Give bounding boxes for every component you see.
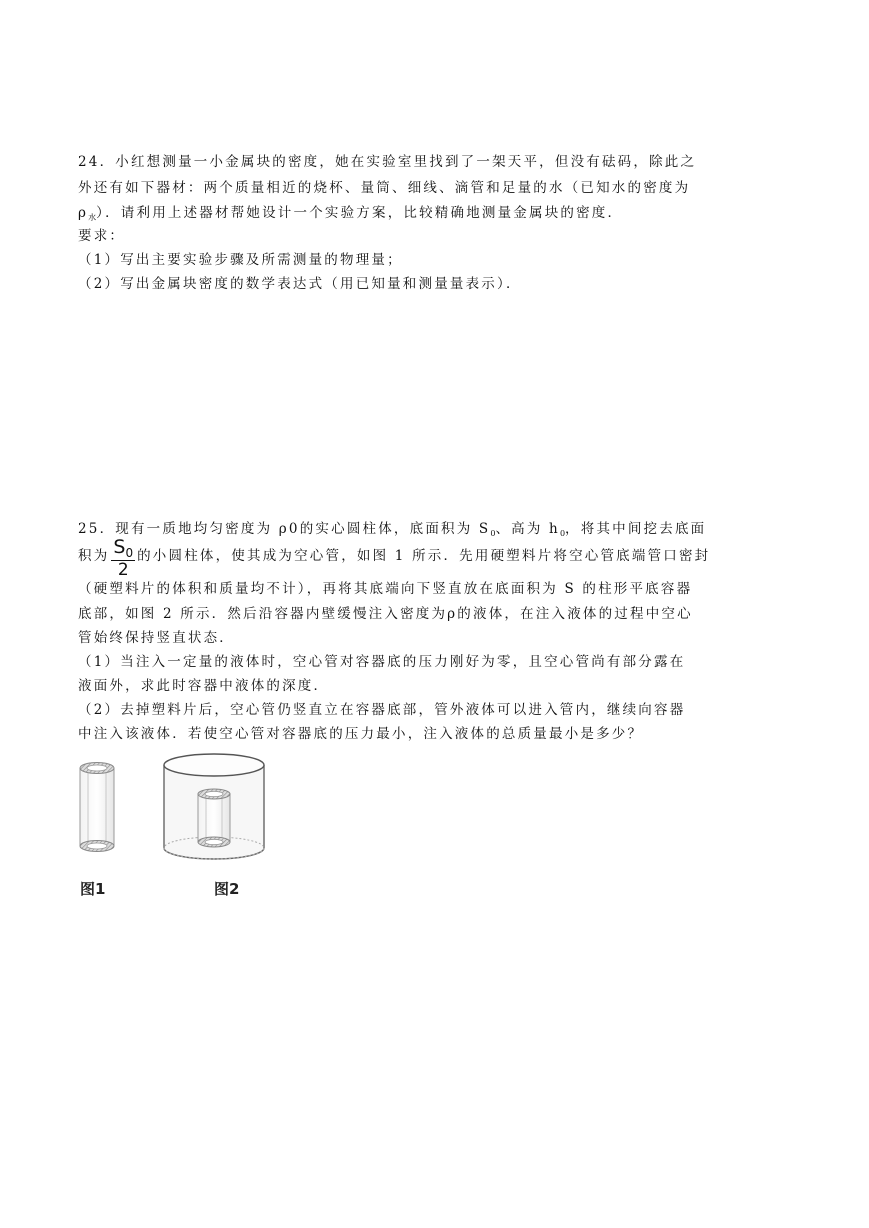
q24-requirement-1: （1）写出主要实验步骤及所需测量的物理量；: [78, 252, 403, 268]
q24-line-2: 外还有如下器材：两个质量相近的烧杯、量筒、细线、滴管和足量的水（已知水的密度为: [78, 180, 691, 196]
q25-line-2-b: 的小圆柱体，使其成为空心管，如图 1 所示．先用硬塑料片将空心管底端管口密封: [137, 548, 711, 564]
q24-line-3-text: ）．请利用上述器材帮她设计一个实验方案，比较精确地测量金属块的密度．: [96, 205, 624, 221]
fraction-denominator: 2: [117, 560, 129, 580]
q25-line-3: （硬塑料片的体积和质量均不计），再将其底端向下竖直放在底面积为 S 的柱形平底容器: [78, 581, 693, 597]
q25-line-1: [78, 517, 706, 538]
q25-line-4: 底部，如图 2 所示．然后沿容器内壁缓慢注入密度为ρ的液体，在注入液体的过程中空心: [78, 606, 693, 622]
figure-2-label: 图2: [214, 880, 240, 898]
rho-water-subscript: 水: [88, 213, 97, 222]
q25-line-2-a: 积为: [78, 548, 110, 564]
fraction-s0-over-2: [111, 538, 135, 579]
h0-subscript: 0: [559, 529, 566, 538]
fraction-numerator-s: S: [113, 536, 126, 558]
q25-line-9: 中注入该液体．若使空心管对容器底的压力最小，注入液体的总质量最小是多少？: [78, 726, 644, 742]
q25-line-5: 管始终保持竖直状态．: [78, 630, 235, 646]
q24-requirements-heading: 要求：: [78, 228, 126, 244]
q25-line-7: 液面外，求此时容器中液体的深度．: [78, 678, 330, 694]
q25-line-1-d: ，将其中间挖去底面: [565, 521, 707, 537]
figures: [76, 752, 276, 902]
q25-line-2: [78, 536, 711, 581]
q25-line-1-c: 、高为 h: [495, 521, 560, 537]
figure-1-hollow-tube: [80, 763, 114, 852]
fraction-numerator: [111, 538, 135, 561]
q25-line-1-b: 的实心圆柱体，底面积为 S: [299, 521, 491, 537]
figure-drawings: [76, 752, 276, 876]
q24-requirement-2: （2）写出金属块密度的数学表达式（用已知量和测量量表示）．: [78, 276, 522, 292]
q25-line-8: （2）去掉塑料片后，空心管仍竖直立在容器底部，管外液体可以进入管内，继续向容器: [78, 702, 686, 718]
q24-line-1: 24．小红想测量一小金属块的密度，她在实验室里找到了一架天平，但没有砝码，除此之: [78, 154, 697, 170]
rho0-symbol: ρ0: [278, 521, 300, 537]
q24-line-3: [78, 201, 623, 223]
figure-2-container-with-tube: [164, 754, 264, 859]
q25-line-1-a: 25．现有一质地均匀密度为: [78, 521, 279, 537]
q25-line-6: （1）当注入一定量的液体时，空心管对容器底的压力刚好为零，且空心管尚有部分露在: [78, 654, 686, 670]
figure-1-label: 图1: [80, 880, 106, 898]
s0-subscript: 0: [490, 529, 496, 538]
rho-water-symbol: ρ: [78, 205, 89, 221]
fraction-numerator-subscript: 0: [125, 546, 134, 560]
